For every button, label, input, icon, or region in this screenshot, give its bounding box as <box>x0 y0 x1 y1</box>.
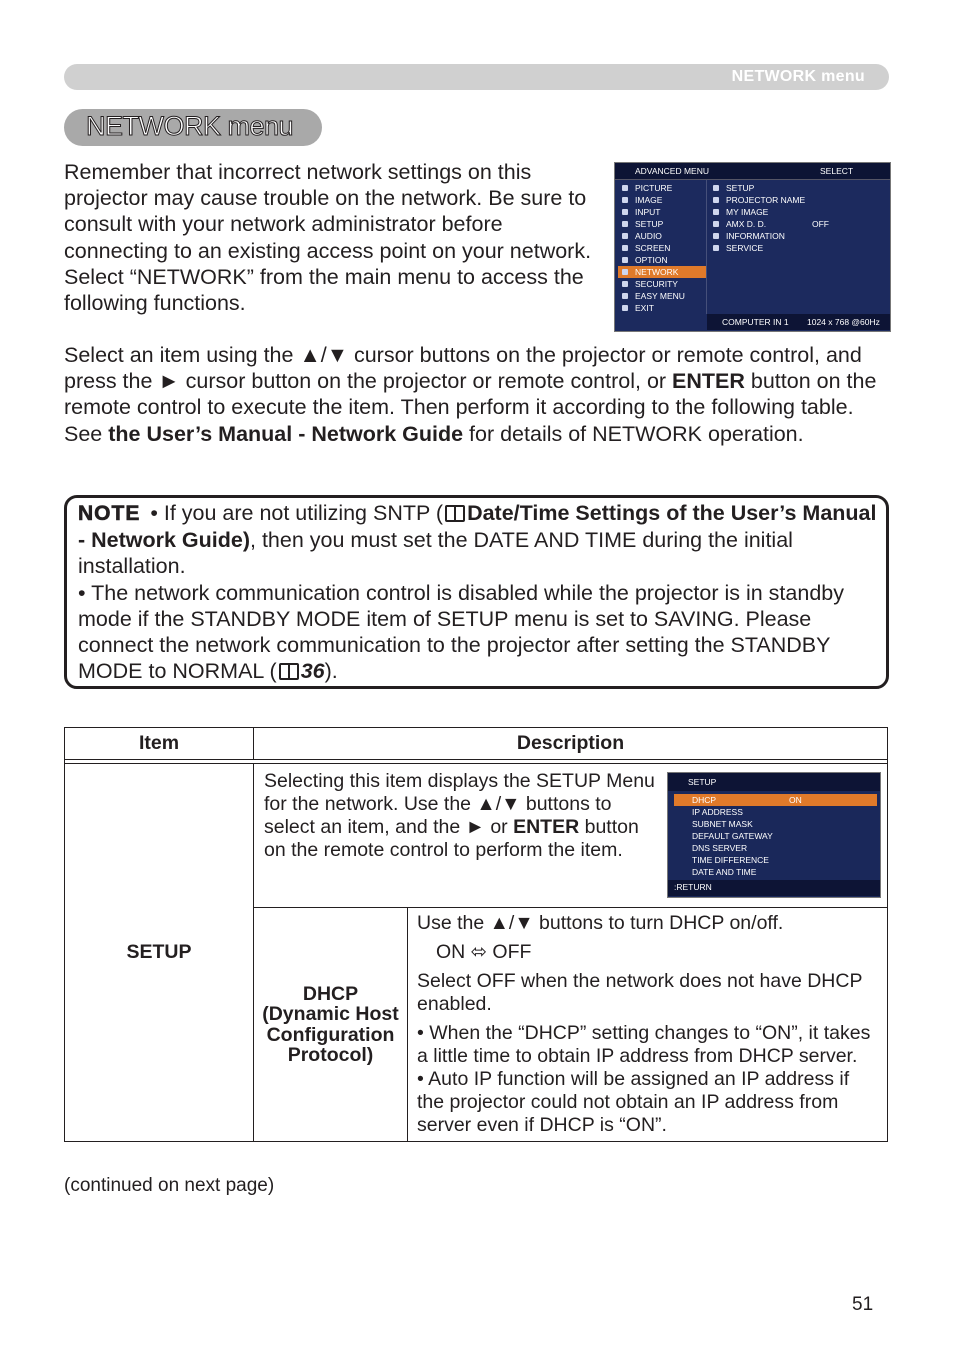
osd-item-setup: SETUP <box>618 218 706 230</box>
running-header <box>64 64 889 90</box>
osd-network-submenu <box>709 182 884 254</box>
table-header-row <box>65 728 888 760</box>
osd-sub-information: INFORMATION <box>709 230 884 242</box>
osd-setup-subnet-mask: SUBNET MASK <box>692 819 753 829</box>
osd-item-easy-menu: EASY MENU <box>618 290 706 302</box>
osd-setup-title: SETUP <box>688 777 717 787</box>
note-text: NOTE • If you are not utilizing SNTP ( Date/Time Settings of the User’s Manual - Network Guide), then you must set the DATE AND TIME during the initial installation. • The network communication control is disabled while the projector is in standby mode if the STANDBY MODE item of SETUP menu is set to SAVING. Please connect the network communication to the projector after setting the STANDBY MODE to NORMAL ( 36). <box>78 501 877 684</box>
intro-paragraph <box>64 159 609 316</box>
note-box <box>64 495 889 689</box>
section-title: NETWORK menu <box>86 111 294 141</box>
osd-footer <box>707 314 890 330</box>
osd-footer-signal: 1024 x 768 @60Hz <box>807 317 880 327</box>
osd-main-menu-list <box>618 182 706 314</box>
running-title: NETWORK menu <box>731 68 865 85</box>
dhcp-label: DHCP <box>302 982 359 1005</box>
osd-amx-value: OFF <box>812 219 829 229</box>
osd-title: ADVANCED MENU <box>635 166 709 176</box>
osd-item-input: INPUT <box>618 206 706 218</box>
osd-item-image: IMAGE <box>618 194 706 206</box>
dhcp-description-cell <box>408 908 888 1142</box>
osd-sub-service: SERVICE <box>709 242 884 254</box>
intro-text-2: Select “NETWORK” from the main menu to access the following functions. <box>64 264 584 316</box>
osd-setup-dns-server: DNS SERVER <box>692 843 748 853</box>
setup-description: Selecting this item displays the SETUP Menu for the network. Use the ▲/▼ buttons to select an item, and the ► or ENTER button on the remote control to perform the item. <box>264 770 655 861</box>
osd-setup-title-bar <box>668 773 880 791</box>
osd-dhcp-value: ON <box>789 795 802 805</box>
book-icon <box>445 505 465 522</box>
osd-sub-projector-name: PROJECTOR NAME <box>709 194 884 206</box>
osd-item-security: SECURITY <box>618 278 706 290</box>
osd-return-label: :RETURN <box>674 882 712 892</box>
dhcp-full-name: (Dynamic Host Configuration Protocol) <box>262 1003 399 1066</box>
manual-reference: the User’s Manual - Network Guide <box>108 421 464 446</box>
instructions-paragraph: Select an item using the ▲/▼ cursor buttons on the projector or remote control, and press the ► cursor button on the projector or remote control, or ENTER button on the remote control to execute the item. Then perform it according to the following table. See the User’s Manual - Network Guide for details of NETWORK operation. <box>64 343 877 446</box>
page-number: 51 <box>852 1294 874 1315</box>
osd-setup-list <box>674 794 877 878</box>
section-title-pill <box>64 109 322 146</box>
osd-setup-date-and-time: DATE AND TIME <box>692 867 757 877</box>
dhcp-desc-toggle: ON ⬄ OFF <box>436 941 532 963</box>
osd-item-exit: EXIT <box>618 302 706 314</box>
osd-item-network: NETWORK <box>618 266 706 278</box>
intro-text-1: Remember that incorrect network settings on this projector may cause trouble on the network. Be sure to consult with your network administrator before connecting to an existing access point on your network. <box>64 160 592 263</box>
osd-setup-ip-address: IP ADDRESS <box>692 807 743 817</box>
setup-item-cell: SETUP <box>65 764 254 1142</box>
osd-item-picture: PICTURE <box>618 182 706 194</box>
page-reference: 36 <box>300 659 325 684</box>
enter-bold: ENTER <box>672 369 745 394</box>
setup-menu-screenshot <box>667 772 881 898</box>
dhcp-desc-1: Use the ▲/▼ buttons to turn DHCP on/off. <box>417 912 784 934</box>
continued-note: (continued on next page) <box>64 1175 275 1196</box>
osd-setup-dhcp: DHCP ON <box>674 794 877 806</box>
osd-item-audio: AUDIO <box>618 230 706 242</box>
dhcp-desc-4: • When the “DHCP” setting changes to “ON”, it takes a little time to obtain IP address from DHCP server. <box>417 1022 871 1067</box>
advanced-menu-screenshot <box>614 162 891 332</box>
osd-setup-footer <box>668 880 880 896</box>
osd-sub-my-image: MY IMAGE <box>709 206 884 218</box>
column-header-description: Description <box>254 728 888 760</box>
osd-divider <box>706 180 707 314</box>
osd-sub-setup: SETUP <box>709 182 884 194</box>
osd-select-label: SELECT <box>820 166 854 176</box>
osd-sub-amx: AMX D. D. OFF <box>709 218 884 230</box>
note-badge: NOTE <box>78 502 141 525</box>
osd-item-screen: SCREEN <box>618 242 706 254</box>
dhcp-desc-3: Select OFF when the network does not have DHCP enabled. <box>417 970 863 1015</box>
dhcp-desc-5: • Auto IP function will be assigned an IP address if the projector could not obtain an IP address from server even if DHCP is “ON”. <box>417 1068 850 1136</box>
book-icon <box>279 663 299 680</box>
osd-title-bar <box>615 163 890 180</box>
osd-setup-time-difference: TIME DIFFERENCE <box>692 855 769 865</box>
dhcp-item-cell <box>254 908 408 1142</box>
osd-setup-default-gateway: DEFAULT GATEWAY <box>692 831 773 841</box>
column-header-item: Item <box>65 728 254 760</box>
osd-item-option: OPTION <box>618 254 706 266</box>
osd-footer-input: COMPUTER IN 1 <box>722 317 789 327</box>
